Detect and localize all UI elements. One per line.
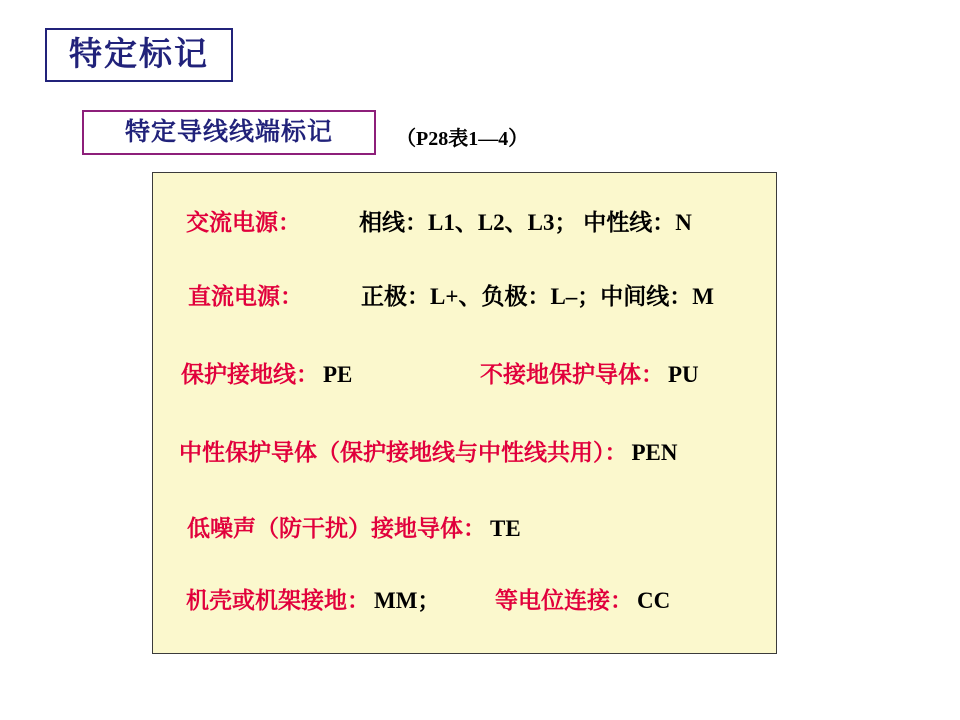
row-label: 保护接地线： <box>181 362 319 387</box>
list-item <box>179 441 678 464</box>
row-label-2: 不接地保护导体： <box>480 362 664 387</box>
content-panel <box>152 172 777 654</box>
slide-subtitle-box <box>82 110 376 155</box>
reference-note: （P28表1—4） <box>396 128 529 150</box>
list-item <box>187 517 521 540</box>
list-item <box>186 589 440 612</box>
page-title: 特定标记 <box>69 36 209 73</box>
row-value-2: CC <box>637 588 671 613</box>
list-item <box>186 211 692 234</box>
subtitle-text: 特定导线线端标记 <box>124 119 333 146</box>
row-label: 交流电源： <box>186 210 301 235</box>
list-item <box>480 363 699 386</box>
slide-title-box <box>45 28 233 82</box>
list-item <box>181 363 352 386</box>
list-item <box>188 285 714 308</box>
row-label: 机壳或机架接地： <box>186 588 370 613</box>
row-value: PEN <box>631 440 678 465</box>
row-value: PE <box>323 362 353 387</box>
row-label: 直流电源： <box>188 284 303 309</box>
list-item <box>495 589 670 612</box>
row-value: 相线：L1、L2、L3； 中性线：N <box>359 210 692 235</box>
row-value: 正极：L+、负极：L–；中间线：M <box>361 284 714 309</box>
row-value: MM； <box>374 588 441 613</box>
row-value: TE <box>490 516 521 541</box>
row-value-2: PU <box>668 362 699 387</box>
row-label-2: 等电位连接： <box>495 588 633 613</box>
row-label: 中性保护导体（保护接地线与中性线共用）： <box>179 440 628 465</box>
row-label: 低噪声（防干扰）接地导体： <box>187 516 486 541</box>
